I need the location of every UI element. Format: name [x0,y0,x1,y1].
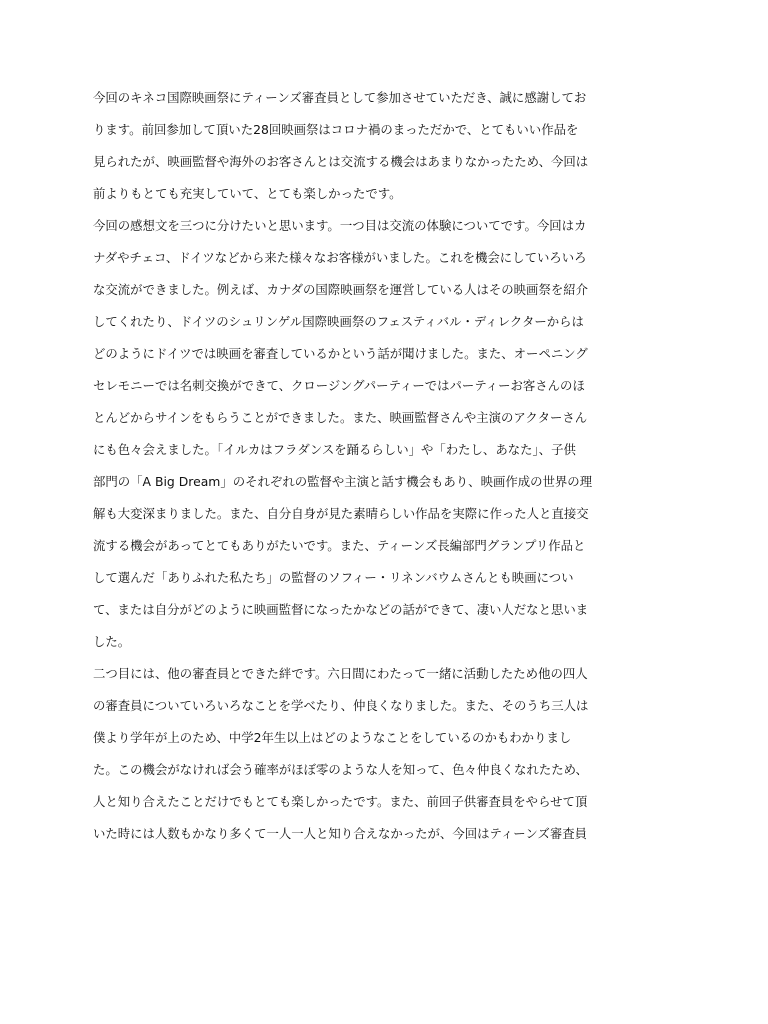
text-line: いた時には人数もかなり多くて一人一人と知り合えなかったが、今回はティーンズ審査員 [93,826,588,841]
text-line: セレモニーでは名刺交換ができて、クロージングパーティーではパーティーお客さんのほ [93,378,585,393]
text-line: して選んだ「ありふれた私たち」の監督のソフィー・リネンバウムさんとも映画につい [93,570,574,585]
text-line: ナダやチェコ、ドイツなどから来た様々なお客様がいました。これを機会にしていろいろ [93,250,587,265]
text-line: な交流ができました。例えば、カナダの国際映画祭を運営している人はその映画祭を紹介 [93,282,589,297]
text-line: どのようにドイツでは映画を審査しているかという話が聞けました。また、オーペニング [93,346,588,361]
text-line: にも色々会えました。「イルカはフラダンスを踊るらしい」や「わたし、あなた」、子供 [93,442,576,457]
text-line: ります。前回参加して頂いた28回映画祭はコロナ禍のまっただかで、とてもいい作品を [93,122,579,137]
text-line: 解も大変深まりました。また、自分自身が見た素晴らしい作品を実際に作った人と直接交 [93,506,589,521]
text-line: した。 [93,634,131,649]
text-line: た。この機会がなければ会う確率がほぼ零のような人を知って、色々仲良くなれたため、 [93,762,588,777]
text-line: 僕より学年が上のため、中学2年生以上はどのようなことをしているのかもわかりまし [93,730,572,745]
text-line: 今回のキネコ国際映画祭にティーンズ審査員として参加させていただき、誠に感謝してお [93,90,587,105]
text-line: 流する機会があってとてもありがたいです。また、ティーンズ長編部門グランプリ作品と [93,538,586,553]
text-line: とんどからサインをもらうことができました。また、映画監督さんや主演のアクターさん [93,410,588,425]
text-line: 今回の感想文を三つに分けたいと思います。一つ目は交流の体験についてです。今回はカ [93,218,587,233]
document-body [93,82,693,850]
text-line: 見られたが、映画監督や海外のお客さんとは交流する機会はあまりなかったため、今回は [93,154,589,169]
text-line: 前よりもとても充実していて、とても楽しかったです。 [93,186,402,201]
text-line: の審査員についていろいろなことを学べたり、仲良くなりました。また、そのうち三人は [93,698,589,713]
text-line: て、または自分がどのように映画監督になったかなどの話ができて、凄い人だなと思いま [93,602,589,617]
text-line: 人と知り合えたことだけでもとても楽しかったです。また、前回子供審査員をやらせて頂 [93,794,588,809]
text-line: 二つ目には、他の審査員とできた絆です。六日間にわたって一緒に活動したため他の四人 [93,666,588,681]
text-line: してくれたり、ドイツのシュリンゲル国際映画祭のフェスティバル・ディレクターからは [93,314,584,329]
text-line: 部門の「A Big Dream」のそれぞれの監督や主演と話す機会もあり、映画作成の世界の理 [93,474,593,489]
